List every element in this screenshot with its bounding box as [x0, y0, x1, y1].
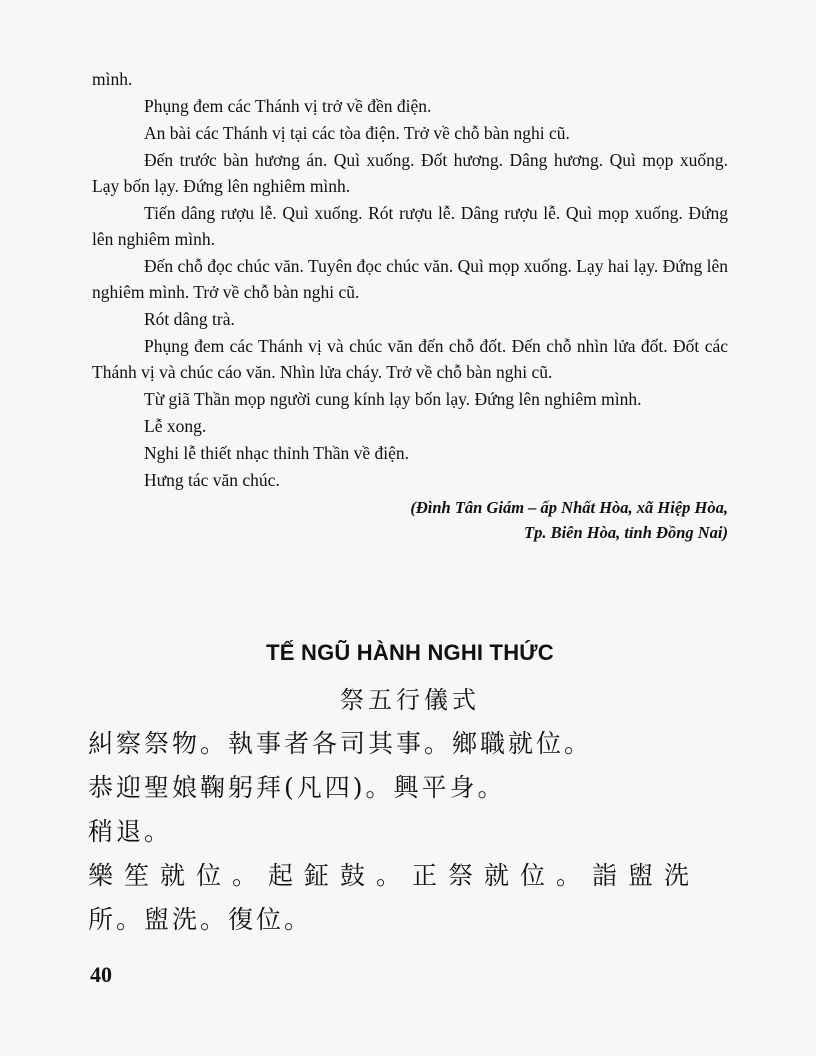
paragraph: Hưng tác văn chúc. — [144, 470, 280, 490]
paragraph: Đến trước bàn hương án. Quì xuống. Đốt hương. Dâng hương. Quì mọp xuống. Lạy bốn lạy. Đứng lên nghiêm mình. — [92, 150, 728, 196]
paragraph: Rót dâng trà. — [144, 309, 235, 329]
han-text-line: 所。盥洗。復位。 — [88, 905, 313, 934]
paragraph: Phụng đem các Thánh vị trở về đền điện. — [144, 96, 432, 116]
han-text-line: 稍退。 — [88, 817, 173, 846]
han-text-line: 樂笙就位。起鉦鼓。正祭就位。詣盥洗 — [88, 861, 701, 890]
section-title-han: 祭五行儀式 — [340, 686, 480, 714]
han-text-block — [88, 722, 733, 942]
paragraph: Đến chỗ đọc chúc văn. Tuyên đọc chúc văn. Quì mọp xuống. Lạy hai lạy. Đứng lên nghiêm mình. Trở về chỗ bàn nghi cũ. — [92, 256, 728, 302]
han-text-line: 糾察祭物。執事者各司其事。鄉職就位。 — [88, 729, 593, 758]
section-title: TẾ NGŨ HÀNH NGHI THỨC — [266, 640, 554, 665]
paragraph: Phụng đem các Thánh vị và chúc văn đến chỗ đốt. Đến chỗ nhìn lửa đốt. Đốt các Thánh vị và chúc cáo văn. Nhìn lửa cháy. Trở về chỗ bàn nghi cũ. — [92, 336, 728, 382]
han-text-line: 恭迎聖娘鞠躬拜(凡四)。興平身。 — [88, 773, 506, 802]
paragraph: Tiến dâng rượu lễ. Quì xuống. Rót rượu lễ. Dâng rượu lễ. Quì mọp xuống. Đứng lên nghiêm mình. — [92, 203, 728, 249]
paragraph: Nghi lễ thiết nhạc thỉnh Thần về điện. — [144, 443, 410, 463]
source-citation-line-2: Tp. Biên Hòa, tỉnh Đồng Nai) — [524, 523, 728, 542]
paragraph: An bài các Thánh vị tại các tòa điện. Trở về chỗ bàn nghi cũ. — [144, 123, 570, 143]
paragraph: Lễ xong. — [144, 416, 207, 436]
paragraph: Từ giã Thần mọp người cung kính lạy bốn lạy. Đứng lên nghiêm mình. — [144, 389, 642, 409]
source-citation-line-1: (Đình Tân Giám – ấp Nhất Hòa, xã Hiệp Hòa, — [410, 498, 728, 517]
page-number: 40 — [90, 962, 112, 987]
paragraph: mình. — [92, 69, 133, 89]
body-text — [92, 66, 728, 545]
